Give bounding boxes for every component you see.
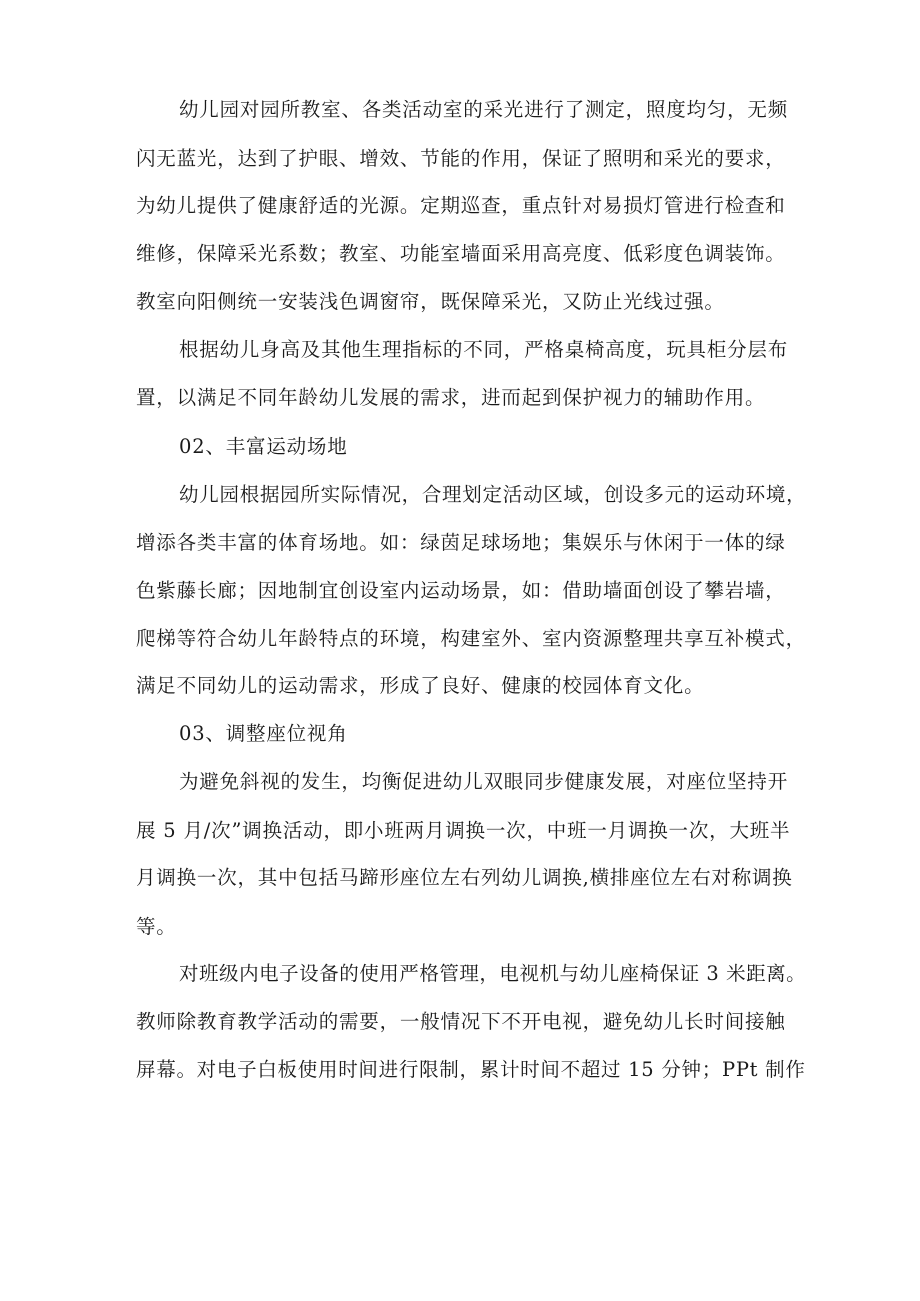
text-line: 色紫藤长廊；因地制宜创设室内运动场景，如：借助墙面创设了攀岩墙， bbox=[136, 579, 786, 602]
text-line: 屏幕。对电子白板使用时间进行限制，累计时间不超过 15 分钟；PPt 制作 bbox=[136, 1058, 806, 1081]
text-line: 闪无蓝光，达到了护眼、增效、节能的作用，保证了照明和采光的要求， bbox=[136, 147, 786, 170]
text-line: 月调换一次，其中包括马蹄形座位左右列幼儿调换,横排座位左右对称调换 bbox=[136, 866, 793, 889]
text-line: 教师除教育教学活动的需要，一般情况下不开电视，避免幼儿长时间接触 bbox=[136, 1010, 786, 1033]
text-line: 爬梯等符合幼儿年龄特点的环境，构建室外、室内资源整理共享互补模式， bbox=[136, 627, 806, 650]
text-line: 满足不同幼儿的运动需求，形成了良好、健康的校园体育文化。 bbox=[136, 674, 705, 697]
text-line: 幼儿园对园所教室、各类活动室的采光进行了测定，照度均匀，无频 bbox=[179, 98, 789, 121]
text-line: 展 5 月/次”调换活动，即小班两月调换一次，中班一月调换一次，大班半 bbox=[136, 819, 791, 842]
text-line: 幼儿园根据园所实际情况，合理划定活动区域，创设多元的运动环境， bbox=[179, 483, 807, 506]
section-heading: 02、丰富运动场地 bbox=[179, 435, 348, 458]
text-line: 教室向阳侧统一安装浅色调窗帘，既保障采光，又防止光线过强。 bbox=[136, 290, 725, 313]
text-line: 维修，保障采光系数；教室、功能室墙面采用高亮度、低彩度色调装饰。 bbox=[136, 242, 786, 265]
section-heading: 03、调整座位视角 bbox=[179, 722, 348, 745]
text-line: 增添各类丰富的体育场地。如：绿茵足球场地；集娱乐与休闲于一体的绿 bbox=[136, 531, 786, 554]
text-line: 根据幼儿身高及其他生理指标的不同，严格桌椅高度，玩具柜分层布 bbox=[179, 338, 789, 361]
text-line: 置，以满足不同年龄幼儿发展的需求，进而起到保护视力的辅助作用。 bbox=[136, 386, 766, 409]
text-line: 等。 bbox=[136, 915, 177, 938]
text-line: 对班级内电子设备的使用严格管理，电视机与幼儿座椅保证 3 米距离。 bbox=[179, 962, 807, 985]
text-line: 为幼儿提供了健康舒适的光源。定期巡查，重点针对易损灯管进行检查和 bbox=[136, 194, 786, 217]
text-line: 为避免斜视的发生，均衡促进幼儿双眼同步健康发展，对座位坚持开 bbox=[179, 770, 789, 793]
